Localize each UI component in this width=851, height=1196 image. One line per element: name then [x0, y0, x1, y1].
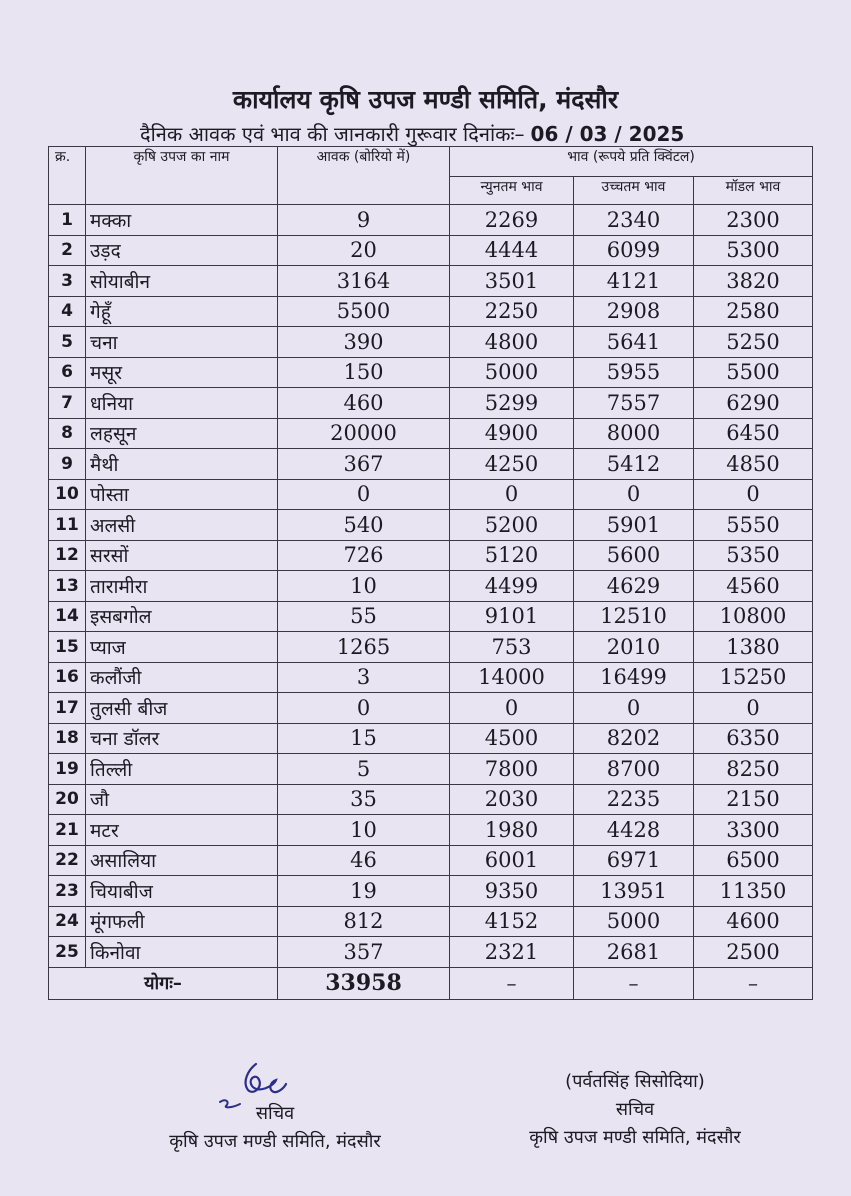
row-max-price: 5955: [574, 357, 694, 388]
table-row: [49, 937, 813, 968]
row-serial: 24: [49, 906, 86, 937]
row-max-price: 2340: [574, 205, 694, 236]
row-max-price: 13951: [574, 876, 694, 907]
row-crop-name: चना: [86, 327, 278, 358]
row-min-price: 14000: [450, 662, 574, 693]
row-serial: 20: [49, 784, 86, 815]
total-row: [49, 967, 813, 999]
row-min-price: 2030: [450, 784, 574, 815]
row-crop-name: तुलसी बीज: [86, 693, 278, 724]
header-modal-price: मॉडल भाव: [694, 177, 813, 205]
row-min-price: 4499: [450, 571, 574, 602]
table-row: [49, 449, 813, 480]
row-min-price: 4250: [450, 449, 574, 480]
row-crop-name: जौ: [86, 784, 278, 815]
row-arrival: 367: [278, 449, 450, 480]
table-row: [49, 571, 813, 602]
table-row: [49, 510, 813, 541]
right-office: कृषि उपज मण्डी समिति, मंदसौर: [529, 1127, 741, 1148]
row-modal-price: 5550: [694, 510, 813, 541]
right-designation: सचिव: [615, 1099, 655, 1120]
row-crop-name: मक्का: [86, 205, 278, 236]
table-row: [49, 693, 813, 724]
row-arrival: 3164: [278, 266, 450, 297]
row-modal-price: 3820: [694, 266, 813, 297]
row-crop-name: लहसून: [86, 418, 278, 449]
row-crop-name: गेहूँ: [86, 296, 278, 327]
row-min-price: 1980: [450, 815, 574, 846]
row-serial: 22: [49, 845, 86, 876]
row-modal-price: 2300: [694, 205, 813, 236]
row-arrival: 357: [278, 937, 450, 968]
row-max-price: 0: [574, 479, 694, 510]
row-min-price: 5000: [450, 357, 574, 388]
row-max-price: 6099: [574, 235, 694, 266]
table-row: [49, 754, 813, 785]
row-arrival: 0: [278, 693, 450, 724]
row-crop-name: प्याज: [86, 632, 278, 663]
table-row: [49, 357, 813, 388]
row-modal-price: 10800: [694, 601, 813, 632]
table-row: [49, 235, 813, 266]
row-modal-price: 5250: [694, 327, 813, 358]
row-modal-price: 2580: [694, 296, 813, 327]
row-crop-name: मूंगफली: [86, 906, 278, 937]
right-name: (पर्वतसिंह सिसोदिया): [565, 1071, 705, 1092]
row-arrival: 20: [278, 235, 450, 266]
row-crop-name: इसबगोल: [86, 601, 278, 632]
row-max-price: 4121: [574, 266, 694, 297]
row-arrival: 540: [278, 510, 450, 541]
row-crop-name: अलसी: [86, 510, 278, 541]
row-serial: 17: [49, 693, 86, 724]
table-row: [49, 906, 813, 937]
row-min-price: 4444: [450, 235, 574, 266]
table-row: [49, 601, 813, 632]
row-min-price: 2269: [450, 205, 574, 236]
row-serial: 2: [49, 235, 86, 266]
header-sn: क्र.: [49, 147, 86, 205]
table-row: [49, 662, 813, 693]
row-min-price: 4152: [450, 906, 574, 937]
row-crop-name: तिल्ली: [86, 754, 278, 785]
row-serial: 3: [49, 266, 86, 297]
table-row: [49, 632, 813, 663]
table-row: [49, 266, 813, 297]
row-max-price: 6971: [574, 845, 694, 876]
row-modal-price: 6350: [694, 723, 813, 754]
table-row: [49, 296, 813, 327]
row-arrival: 460: [278, 388, 450, 419]
row-max-price: 16499: [574, 662, 694, 693]
total-min-dash: –: [450, 967, 574, 999]
row-arrival: 150: [278, 357, 450, 388]
row-arrival: 19: [278, 876, 450, 907]
row-serial: 8: [49, 418, 86, 449]
table-row: [49, 784, 813, 815]
header-arrival: आवक (बोरियो में): [278, 147, 450, 205]
table-row: [49, 876, 813, 907]
row-serial: 14: [49, 601, 86, 632]
row-serial: 6: [49, 357, 86, 388]
row-arrival: 5500: [278, 296, 450, 327]
row-crop-name: मैथी: [86, 449, 278, 480]
row-modal-price: 4850: [694, 449, 813, 480]
row-min-price: 4900: [450, 418, 574, 449]
row-arrival: 3: [278, 662, 450, 693]
row-serial: 13: [49, 571, 86, 602]
row-crop-name: तारामीरा: [86, 571, 278, 602]
row-min-price: 4500: [450, 723, 574, 754]
total-modal-dash: –: [694, 967, 813, 999]
row-arrival: 20000: [278, 418, 450, 449]
row-min-price: 3501: [450, 266, 574, 297]
row-min-price: 9350: [450, 876, 574, 907]
row-max-price: 5641: [574, 327, 694, 358]
row-crop-name: उड़द: [86, 235, 278, 266]
row-modal-price: 0: [694, 693, 813, 724]
row-min-price: 2250: [450, 296, 574, 327]
left-office: कृषि उपज मण्डी समिति, मंदसौर: [169, 1131, 381, 1152]
row-serial: 16: [49, 662, 86, 693]
row-arrival: 390: [278, 327, 450, 358]
price-table: [48, 146, 813, 1000]
row-max-price: 4428: [574, 815, 694, 846]
row-serial: 7: [49, 388, 86, 419]
row-arrival: 5: [278, 754, 450, 785]
row-modal-price: 6290: [694, 388, 813, 419]
row-max-price: 2908: [574, 296, 694, 327]
row-max-price: 8000: [574, 418, 694, 449]
signature-block-left: [130, 1100, 420, 1156]
signature-block-right: [490, 1068, 780, 1152]
row-modal-price: 2150: [694, 784, 813, 815]
row-serial: 19: [49, 754, 86, 785]
row-crop-name: मसूर: [86, 357, 278, 388]
row-serial: 1: [49, 205, 86, 236]
row-serial: 15: [49, 632, 86, 663]
row-modal-price: 5300: [694, 235, 813, 266]
header-min-price: न्युनतम भाव: [450, 177, 574, 205]
row-min-price: 0: [450, 693, 574, 724]
total-label: योगः–: [49, 967, 278, 999]
row-arrival: 10: [278, 815, 450, 846]
row-min-price: 5200: [450, 510, 574, 541]
table-row: [49, 479, 813, 510]
row-arrival: 726: [278, 540, 450, 571]
row-arrival: 1265: [278, 632, 450, 663]
row-min-price: 9101: [450, 601, 574, 632]
row-max-price: 5412: [574, 449, 694, 480]
left-designation: सचिव: [255, 1103, 295, 1124]
row-max-price: 8202: [574, 723, 694, 754]
row-min-price: 6001: [450, 845, 574, 876]
row-modal-price: 8250: [694, 754, 813, 785]
row-serial: 12: [49, 540, 86, 571]
row-modal-price: 2500: [694, 937, 813, 968]
row-arrival: 46: [278, 845, 450, 876]
row-modal-price: 6450: [694, 418, 813, 449]
row-max-price: 2681: [574, 937, 694, 968]
row-serial: 25: [49, 937, 86, 968]
page-title: कार्यालय कृषि उपज मण्डी समिति, मंदसौर: [232, 85, 619, 114]
row-min-price: 5299: [450, 388, 574, 419]
row-modal-price: 15250: [694, 662, 813, 693]
row-crop-name: सोयाबीन: [86, 266, 278, 297]
row-serial: 9: [49, 449, 86, 480]
row-min-price: 2321: [450, 937, 574, 968]
row-serial: 4: [49, 296, 86, 327]
header-crop-name: कृषि उपज का नाम: [86, 147, 278, 205]
row-min-price: 7800: [450, 754, 574, 785]
subtitle-text: दैनिक आवक एवं भाव की जानकारी गुरूवार दिनांकः–: [140, 122, 525, 146]
table-row: [49, 540, 813, 571]
row-modal-price: 11350: [694, 876, 813, 907]
row-crop-name: असालिया: [86, 845, 278, 876]
row-crop-name: कलौंजी: [86, 662, 278, 693]
table-row: [49, 388, 813, 419]
row-arrival: 10: [278, 571, 450, 602]
row-modal-price: 3300: [694, 815, 813, 846]
row-modal-price: 1380: [694, 632, 813, 663]
header-max-price: उच्चतम भाव: [574, 177, 694, 205]
row-crop-name: चना डॉलर: [86, 723, 278, 754]
table-row: [49, 205, 813, 236]
row-modal-price: 6500: [694, 845, 813, 876]
total-max-dash: –: [574, 967, 694, 999]
row-crop-name: चियाबीज: [86, 876, 278, 907]
row-crop-name: किनोवा: [86, 937, 278, 968]
row-arrival: 812: [278, 906, 450, 937]
table-row: [49, 418, 813, 449]
row-max-price: 2235: [574, 784, 694, 815]
row-max-price: 0: [574, 693, 694, 724]
row-max-price: 4629: [574, 571, 694, 602]
row-modal-price: 5350: [694, 540, 813, 571]
row-modal-price: 4560: [694, 571, 813, 602]
total-arrival: 33958: [278, 967, 450, 999]
row-arrival: 9: [278, 205, 450, 236]
row-max-price: 7557: [574, 388, 694, 419]
row-crop-name: धनिया: [86, 388, 278, 419]
row-max-price: 5901: [574, 510, 694, 541]
row-max-price: 2010: [574, 632, 694, 663]
row-max-price: 5600: [574, 540, 694, 571]
row-min-price: 0: [450, 479, 574, 510]
row-max-price: 5000: [574, 906, 694, 937]
row-serial: 10: [49, 479, 86, 510]
row-arrival: 15: [278, 723, 450, 754]
row-crop-name: मटर: [86, 815, 278, 846]
row-min-price: 753: [450, 632, 574, 663]
table-row: [49, 327, 813, 358]
row-serial: 21: [49, 815, 86, 846]
row-max-price: 8700: [574, 754, 694, 785]
row-serial: 18: [49, 723, 86, 754]
header-price-group: भाव (रूपये प्रति क्विंटल): [450, 147, 813, 177]
row-min-price: 4800: [450, 327, 574, 358]
row-min-price: 5120: [450, 540, 574, 571]
row-modal-price: 5500: [694, 357, 813, 388]
row-arrival: 35: [278, 784, 450, 815]
row-modal-price: 4600: [694, 906, 813, 937]
table-row: [49, 845, 813, 876]
table-row: [49, 815, 813, 846]
row-serial: 23: [49, 876, 86, 907]
row-arrival: 55: [278, 601, 450, 632]
table-row: [49, 723, 813, 754]
row-modal-price: 0: [694, 479, 813, 510]
row-max-price: 12510: [574, 601, 694, 632]
row-crop-name: पोस्ता: [86, 479, 278, 510]
row-crop-name: सरसों: [86, 540, 278, 571]
report-date: 06 / 03 / 2025: [530, 122, 685, 146]
row-arrival: 0: [278, 479, 450, 510]
page-subtitle: [140, 120, 684, 147]
row-serial: 5: [49, 327, 86, 358]
row-serial: 11: [49, 510, 86, 541]
